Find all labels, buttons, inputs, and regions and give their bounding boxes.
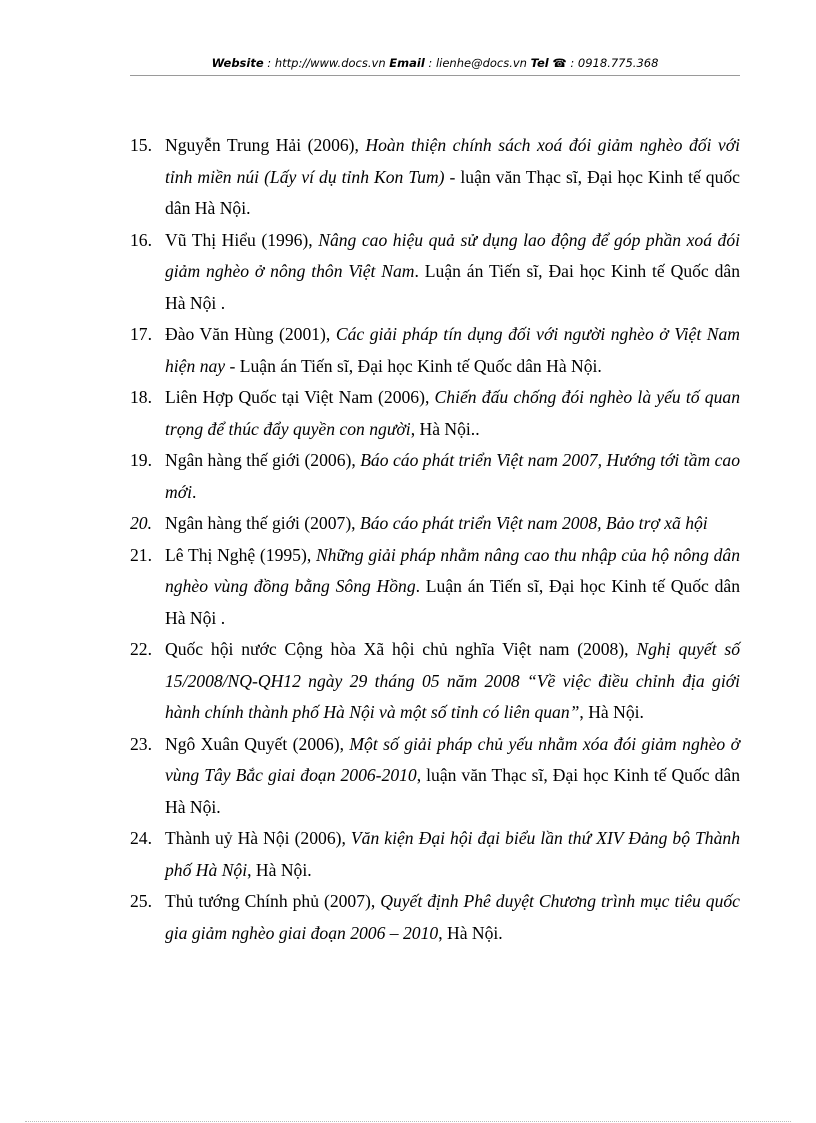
reference-item [130,823,740,886]
reference-number: 24. [130,828,152,848]
reference-number: 23. [130,733,152,754]
reference-source: . Luận án Tiến sĩ, Đai học Kinh tế Quốc dân Hà Nội . [165,261,740,313]
reference-text [165,540,740,635]
reference-author: Đào Văn Hùng (2001), [165,324,336,344]
reference-text [165,634,740,729]
reference-item [130,729,740,824]
reference-number: 25. [130,891,152,911]
reference-number: 22. [130,639,152,659]
email-separator: : [424,56,436,70]
reference-source: , Hà Nội. [247,859,312,880]
reference-title: Nâng cao hiệu quả sử dụng lao động để góp phần xoá đói giảm nghèo ở nông thôn Việt Nam [165,229,741,281]
reference-title: Báo cáo phát triển Việt nam 2008, Bảo trợ xã hội [359,513,708,533]
reference-item [130,886,740,949]
reference-author: Thủ tướng Chính phủ (2007), [165,891,381,911]
tel-value: 0918.775.368 [577,56,659,70]
reference-text [165,508,740,540]
reference-title: Báo cáo phát triển Việt nam 2007, Hướng tới tầm cao mới [165,450,740,502]
reference-text [165,886,740,949]
reference-source: , Hà Nội. [438,922,503,943]
reference-number: 20. [130,513,152,533]
reference-author: Lê Thị Nghệ (1995), [165,544,316,565]
reference-title: Văn kiện Đại hội đại biểu lần thứ XIV Đảng bộ Thành phố Hà Nội [165,828,740,880]
reference-text [165,729,740,824]
reference-item [130,319,740,382]
email-link[interactable]: lienhe@docs.vn [435,56,527,70]
reference-source: - luận văn Thạc sĩ, Đại học Kinh tế quốc dân Hà Nội. [165,166,740,218]
reference-item [130,540,740,635]
reference-source: . Luận án Tiến sĩ, Đại học Kinh tế Quốc dân Hà Nội . [165,576,740,628]
reference-text [165,319,740,382]
reference-title: Nghị quyết số 15/2008/NQ-QH12 ngày 29 tháng 05 năm 2008 “Về việc điều chỉnh địa giới hành chính thành phố Hà Nội và một số tỉnh có liên quan” [165,639,741,722]
reference-author: Nguyễn Trung Hải (2006), [165,135,366,155]
phone-icon: ☎ [552,56,567,70]
email-label: Email [389,56,425,70]
reference-source: . [191,481,197,502]
reference-author: Thành uỷ Hà Nội (2006), [165,828,351,848]
reference-text [165,130,740,225]
reference-author: Vũ Thị Hiểu (1996), [165,229,319,250]
website-separator: : [263,56,275,70]
website-link[interactable]: http://www.docs.vn [274,56,386,70]
reference-item [130,634,740,729]
reference-number: 15. [130,135,152,155]
tel-separator: : [566,56,578,70]
reference-text [165,445,740,508]
reference-author: Ngân hàng thế giới (2006), [165,450,361,470]
reference-author: Ngân hàng thế giới (2007), [165,513,360,533]
reference-item [130,508,740,540]
reference-item [130,225,740,320]
tel-label: Tel [530,56,549,70]
reference-text [165,823,740,886]
reference-title: Một số giải pháp chủ yếu nhằm xóa đói giảm nghèo ở vùng Tây Bắc giai đoạn 2006-2010 [165,733,740,785]
reference-source: , Hà Nội. [579,702,644,722]
reference-title: Những giải pháp nhằm nâng cao thu nhập của hộ nông dân nghèo vùng đồng bằng Sông Hồng [165,544,740,596]
reference-title: Quyết định Phê duyệt Chương trình mục tiêu quốc gia giảm nghèo giai đoạn 2006 – 2010 [165,891,740,943]
reference-title: Hoàn thiện chính sách xoá đói giảm nghèo đối với tỉnh miền núi (Lấy ví dụ tỉnh Kon Tum) [165,135,740,187]
reference-number: 18. [130,387,152,407]
reference-text [165,225,740,320]
reference-item [130,382,740,445]
reference-author: Liên Hợp Quốc tại Việt Nam (2006), [165,387,435,407]
header-divider [130,75,740,76]
reference-number: 21. [130,544,152,565]
reference-source: , Hà Nội.. [410,418,480,439]
reference-text [165,382,740,445]
reference-item [130,445,740,508]
reference-author: Quốc hội nước Cộng hòa Xã hội chủ nghĩa Việt nam (2008), [165,639,637,659]
reference-author: Ngô Xuân Quyết (2006), [165,733,350,754]
reference-number: 17. [130,324,152,344]
reference-item [130,130,740,225]
reference-number: 16. [130,229,152,250]
reference-title: Các giải pháp tín dụng đối với người nghèo ở Việt Nam hiện nay [165,324,740,376]
reference-source: - Luận án Tiến sĩ, Đại học Kinh tế Quốc dân Hà Nội. [225,355,602,376]
reference-list [130,130,740,949]
reference-number: 19. [130,450,152,470]
reference-title: Chiến đấu chống đói nghèo là yếu tố quan trọng để thúc đẩy quyền con người [165,387,740,439]
reference-source: , luận văn Thạc sĩ, Đại học Kinh tế Quốc dân Hà Nội. [165,765,740,817]
page-header [130,56,740,70]
page-bottom-divider [25,1121,791,1122]
website-label: Website [211,56,264,70]
